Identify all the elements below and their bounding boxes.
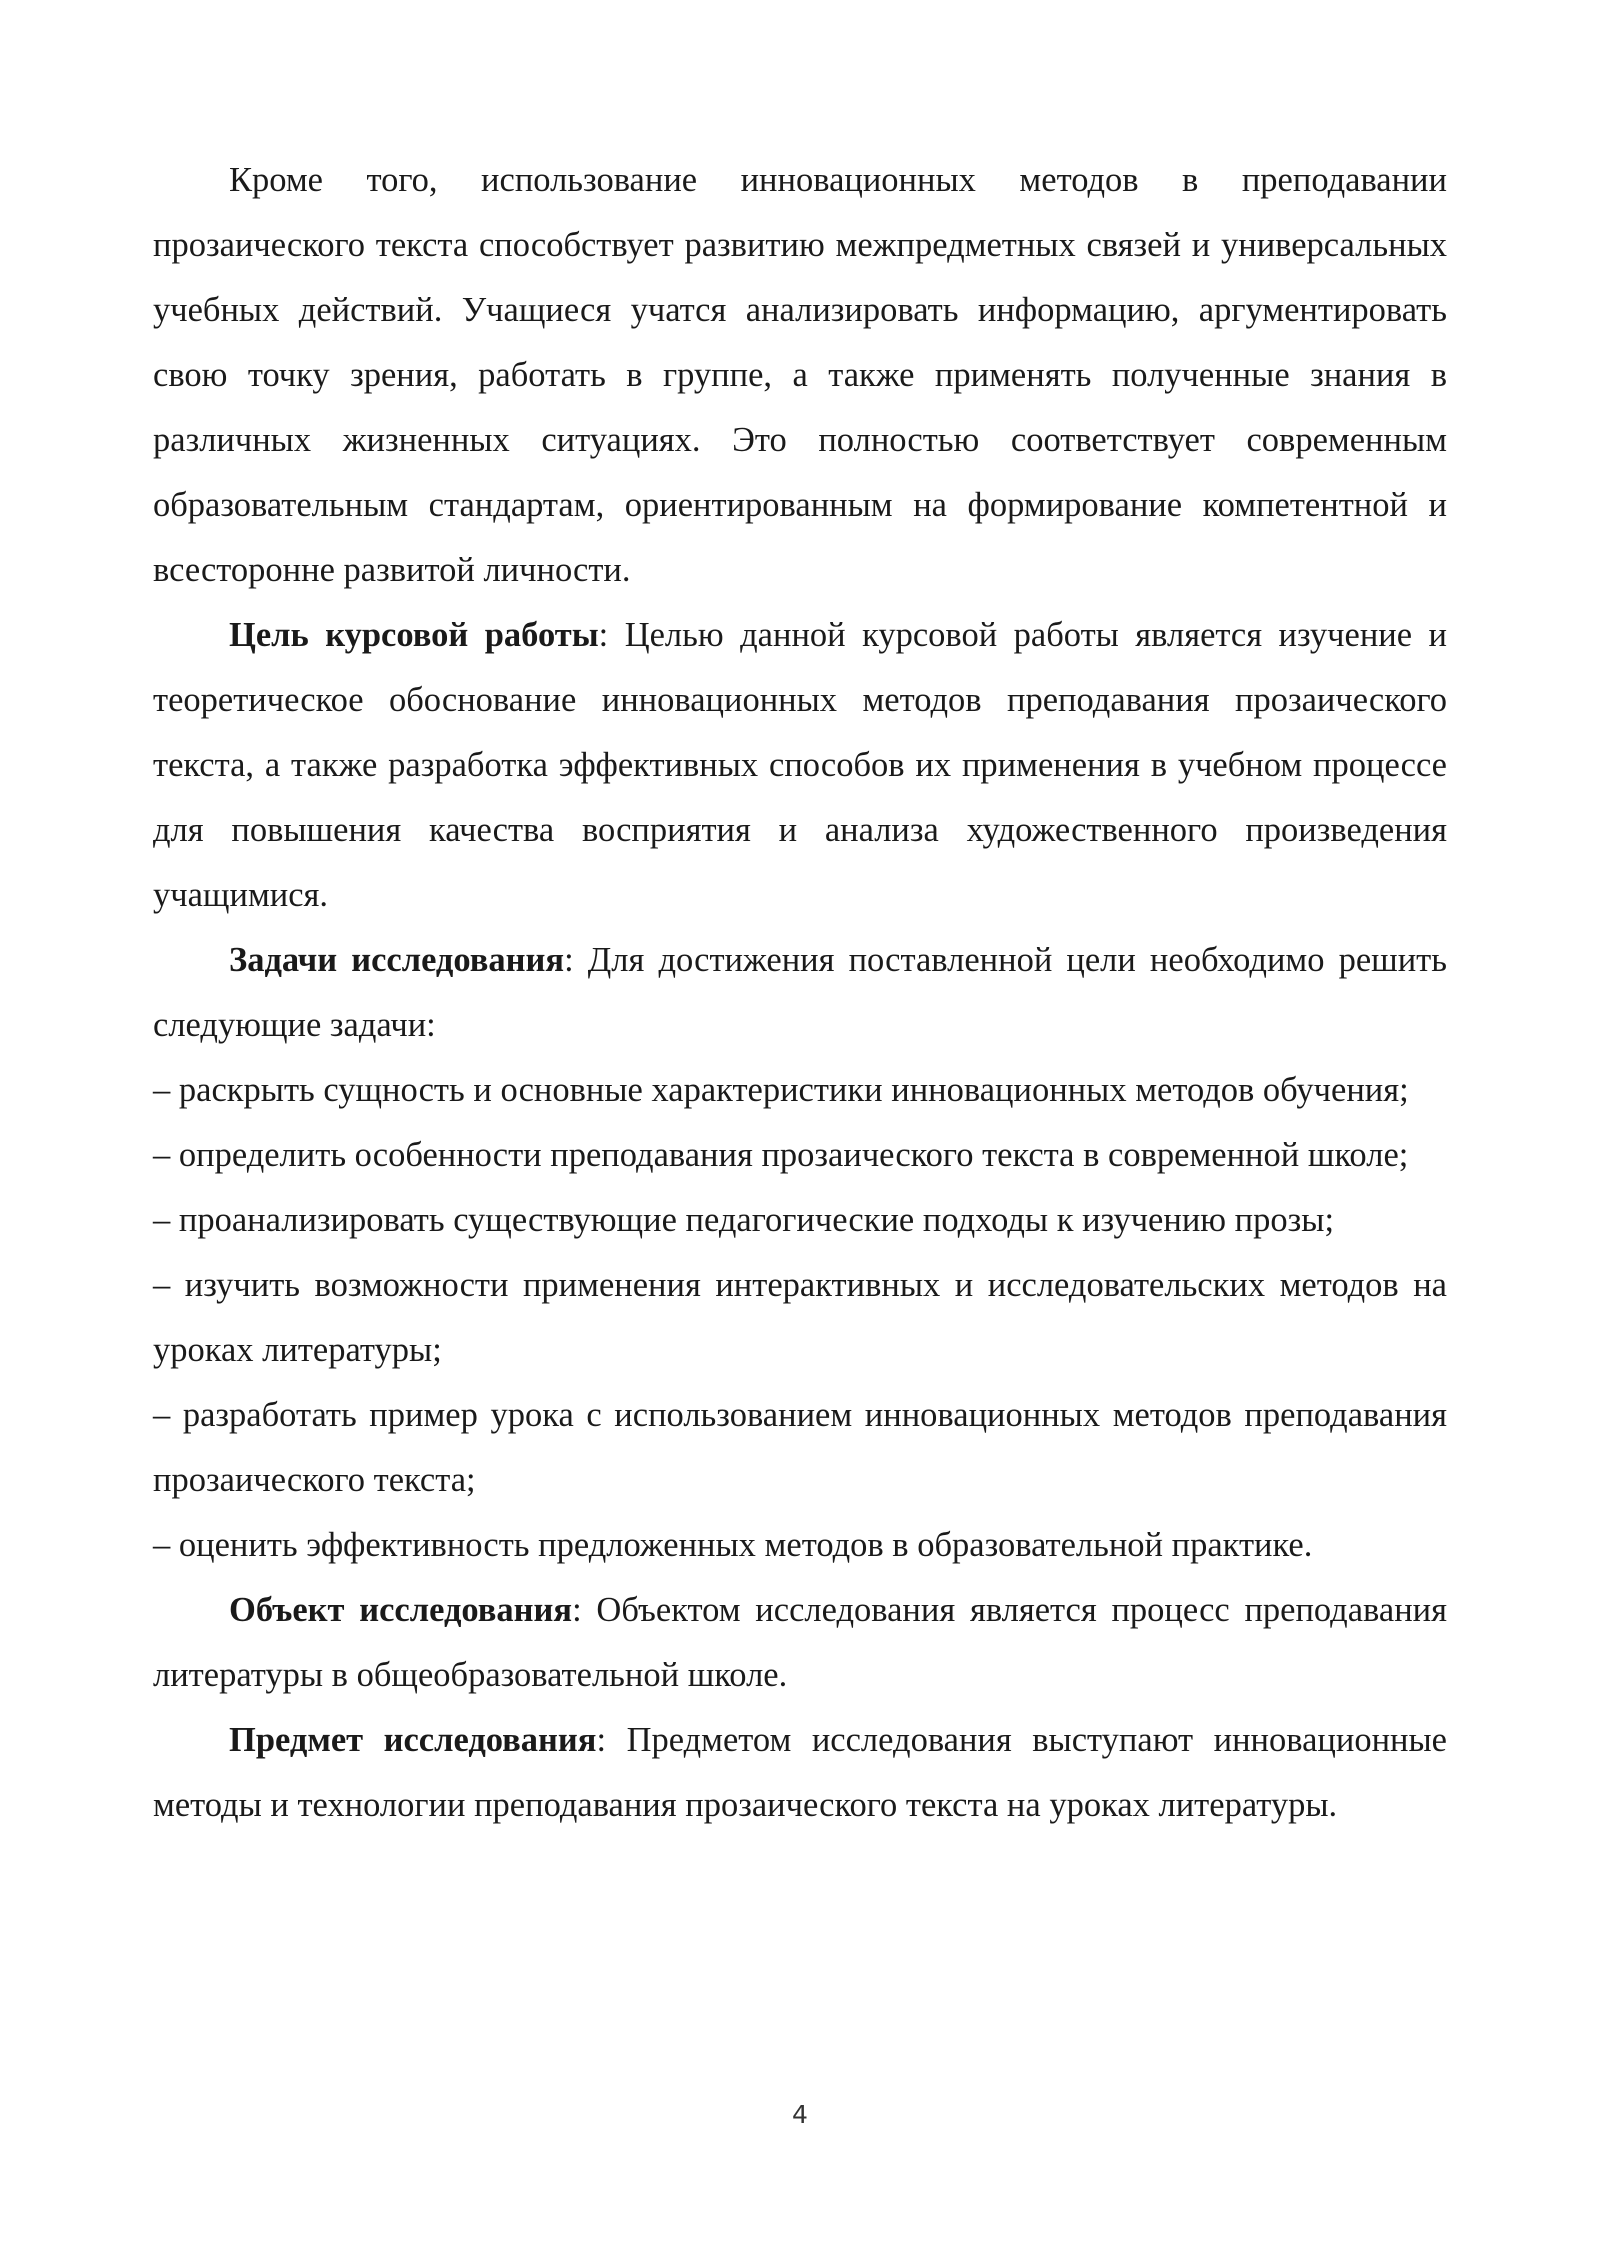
object-text: : Объектом исследования является процесс преподавания литературы в общеобразовательной школе. bbox=[153, 1591, 1447, 1694]
subject-label: Предмет исследования bbox=[229, 1721, 597, 1759]
task-item: – оценить эффективность предложенных методов в образовательной практике. bbox=[153, 1526, 1313, 1564]
tasks-label: Задачи исследования bbox=[229, 941, 565, 979]
task-item: – раскрыть сущность и основные характеристики инновационных методов обучения; bbox=[153, 1071, 1409, 1109]
goal-label: Цель курсовой работы bbox=[229, 616, 599, 654]
goal-text: : Целью данной курсовой работы является изучение и теоретическое обоснование инновационных методов преподавания прозаического текста, а также разработка эффективных способов их применения в учебном процессе для повышения качества восприятия и анализа художественного произведения учащимися. bbox=[153, 616, 1447, 914]
task-item: – определить особенности преподавания прозаического текста в современной школе; bbox=[153, 1136, 1409, 1174]
task-item: – проанализировать существующие педагогические подходы к изучению прозы; bbox=[153, 1201, 1335, 1239]
subject-text: : Предметом исследования выступают инновационные методы и технологии преподавания прозаического текста на уроках литературы. bbox=[153, 1721, 1447, 1824]
object-label: Объект исследования bbox=[229, 1591, 573, 1629]
intro-paragraph: Кроме того, использование инновационных методов в преподавании прозаического текста способствует развитию межпредметных связей и универсальных учебных действий. Учащиеся учатся анализировать информацию, аргументировать свою точку зрения, работать в группе, а также применять полученные знания в различных жизненных ситуациях. Это полностью соответствует современным образовательным стандартам, ориентированным на формирование компетентной и всесторонне развитой личности. bbox=[153, 161, 1447, 589]
goal-paragraph bbox=[153, 603, 1447, 928]
task-item: – разработать пример урока с использованием инновационных методов преподавания прозаического текста; bbox=[153, 1396, 1447, 1499]
page-number: 4 bbox=[792, 2100, 808, 2129]
tasks-intro-text: : Для достижения поставленной цели необходимо решить следующие задачи: bbox=[153, 941, 1447, 1044]
task-item: – изучить возможности применения интерактивных и исследовательских методов на уроках литературы; bbox=[153, 1266, 1447, 1369]
page-body bbox=[153, 148, 1447, 1838]
tasks-paragraph bbox=[153, 928, 1447, 1058]
subject-paragraph bbox=[153, 1708, 1447, 1838]
object-paragraph bbox=[153, 1578, 1447, 1708]
